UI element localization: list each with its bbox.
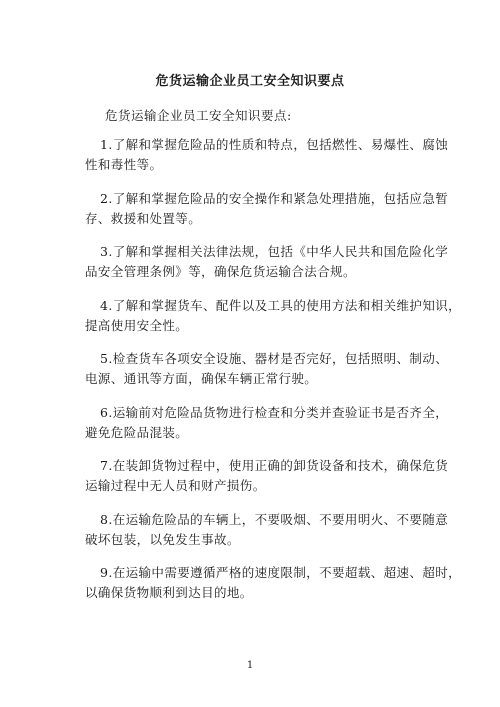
list-item-line2: 避免危险品混装。 xyxy=(85,424,189,440)
list-item xyxy=(85,563,462,617)
list-item xyxy=(85,189,449,243)
list-item-line2: 提高使用安全性。 xyxy=(85,317,189,333)
list-item-line2: 存、救援和处置等。 xyxy=(85,210,202,226)
list-item-line1: 3.了解和掌握相关法律法规，包括《中华人民共和国危险化学 xyxy=(100,244,449,259)
page-number: 1 xyxy=(246,660,254,671)
list-item-line2: 电源、通讯等方面，确保车辆正常行驶。 xyxy=(85,371,318,386)
list-item-line2: 以确保货物顺利到达目的地。 xyxy=(85,585,253,600)
list-item xyxy=(85,349,449,403)
list-item xyxy=(85,510,449,564)
intro-text: 危货运输企业员工安全知识要点: xyxy=(105,108,292,123)
list-item-line1: 5.检查货车各项安全设施、器材是否完好，包括照明、制动、 xyxy=(100,351,449,366)
list-item xyxy=(85,135,449,189)
list-item-line1: 4.了解和掌握货车、配件以及工具的使用方法和相关维护知识， xyxy=(100,297,462,313)
list-item-line1: 6.运输前对危险品货物进行检查和分类并查验证书是否齐全， xyxy=(100,404,449,420)
knowledge-list xyxy=(85,135,462,617)
list-item xyxy=(85,296,462,350)
list-item-line1: 7.在装卸货物过程中，使用正确的卸货设备和技术，确保危货 xyxy=(100,458,449,473)
list-item xyxy=(85,403,449,457)
list-item xyxy=(85,242,449,296)
list-item-line1: 2.了解和掌握危险品的安全操作和紧急处理措施，包括应急暂 xyxy=(100,190,449,206)
list-item-line2: 破坏包装，以免发生事故。 xyxy=(85,531,240,547)
list-item-line2: 运输过程中无人员和财产损伤。 xyxy=(85,478,266,493)
list-item-line1: 8.在运输危险品的车辆上，不要吸烟、不要用明火、不要随意 xyxy=(100,511,449,527)
list-item-line1: 9.在运输中需要遵循严格的速度限制，不要超载、超速、超时， xyxy=(100,565,462,580)
list-item-line2: 品安全管理条例》等，确保危货运输合法合规。 xyxy=(85,264,356,279)
document-title: 危货运输企业员工安全知识要点 xyxy=(155,74,345,89)
list-item xyxy=(85,456,449,510)
list-item-line2: 性和毒性等。 xyxy=(85,157,163,172)
list-item-line1: 1.了解和掌握危险品的性质和特点，包括燃性、易爆性、腐蚀 xyxy=(100,137,449,152)
